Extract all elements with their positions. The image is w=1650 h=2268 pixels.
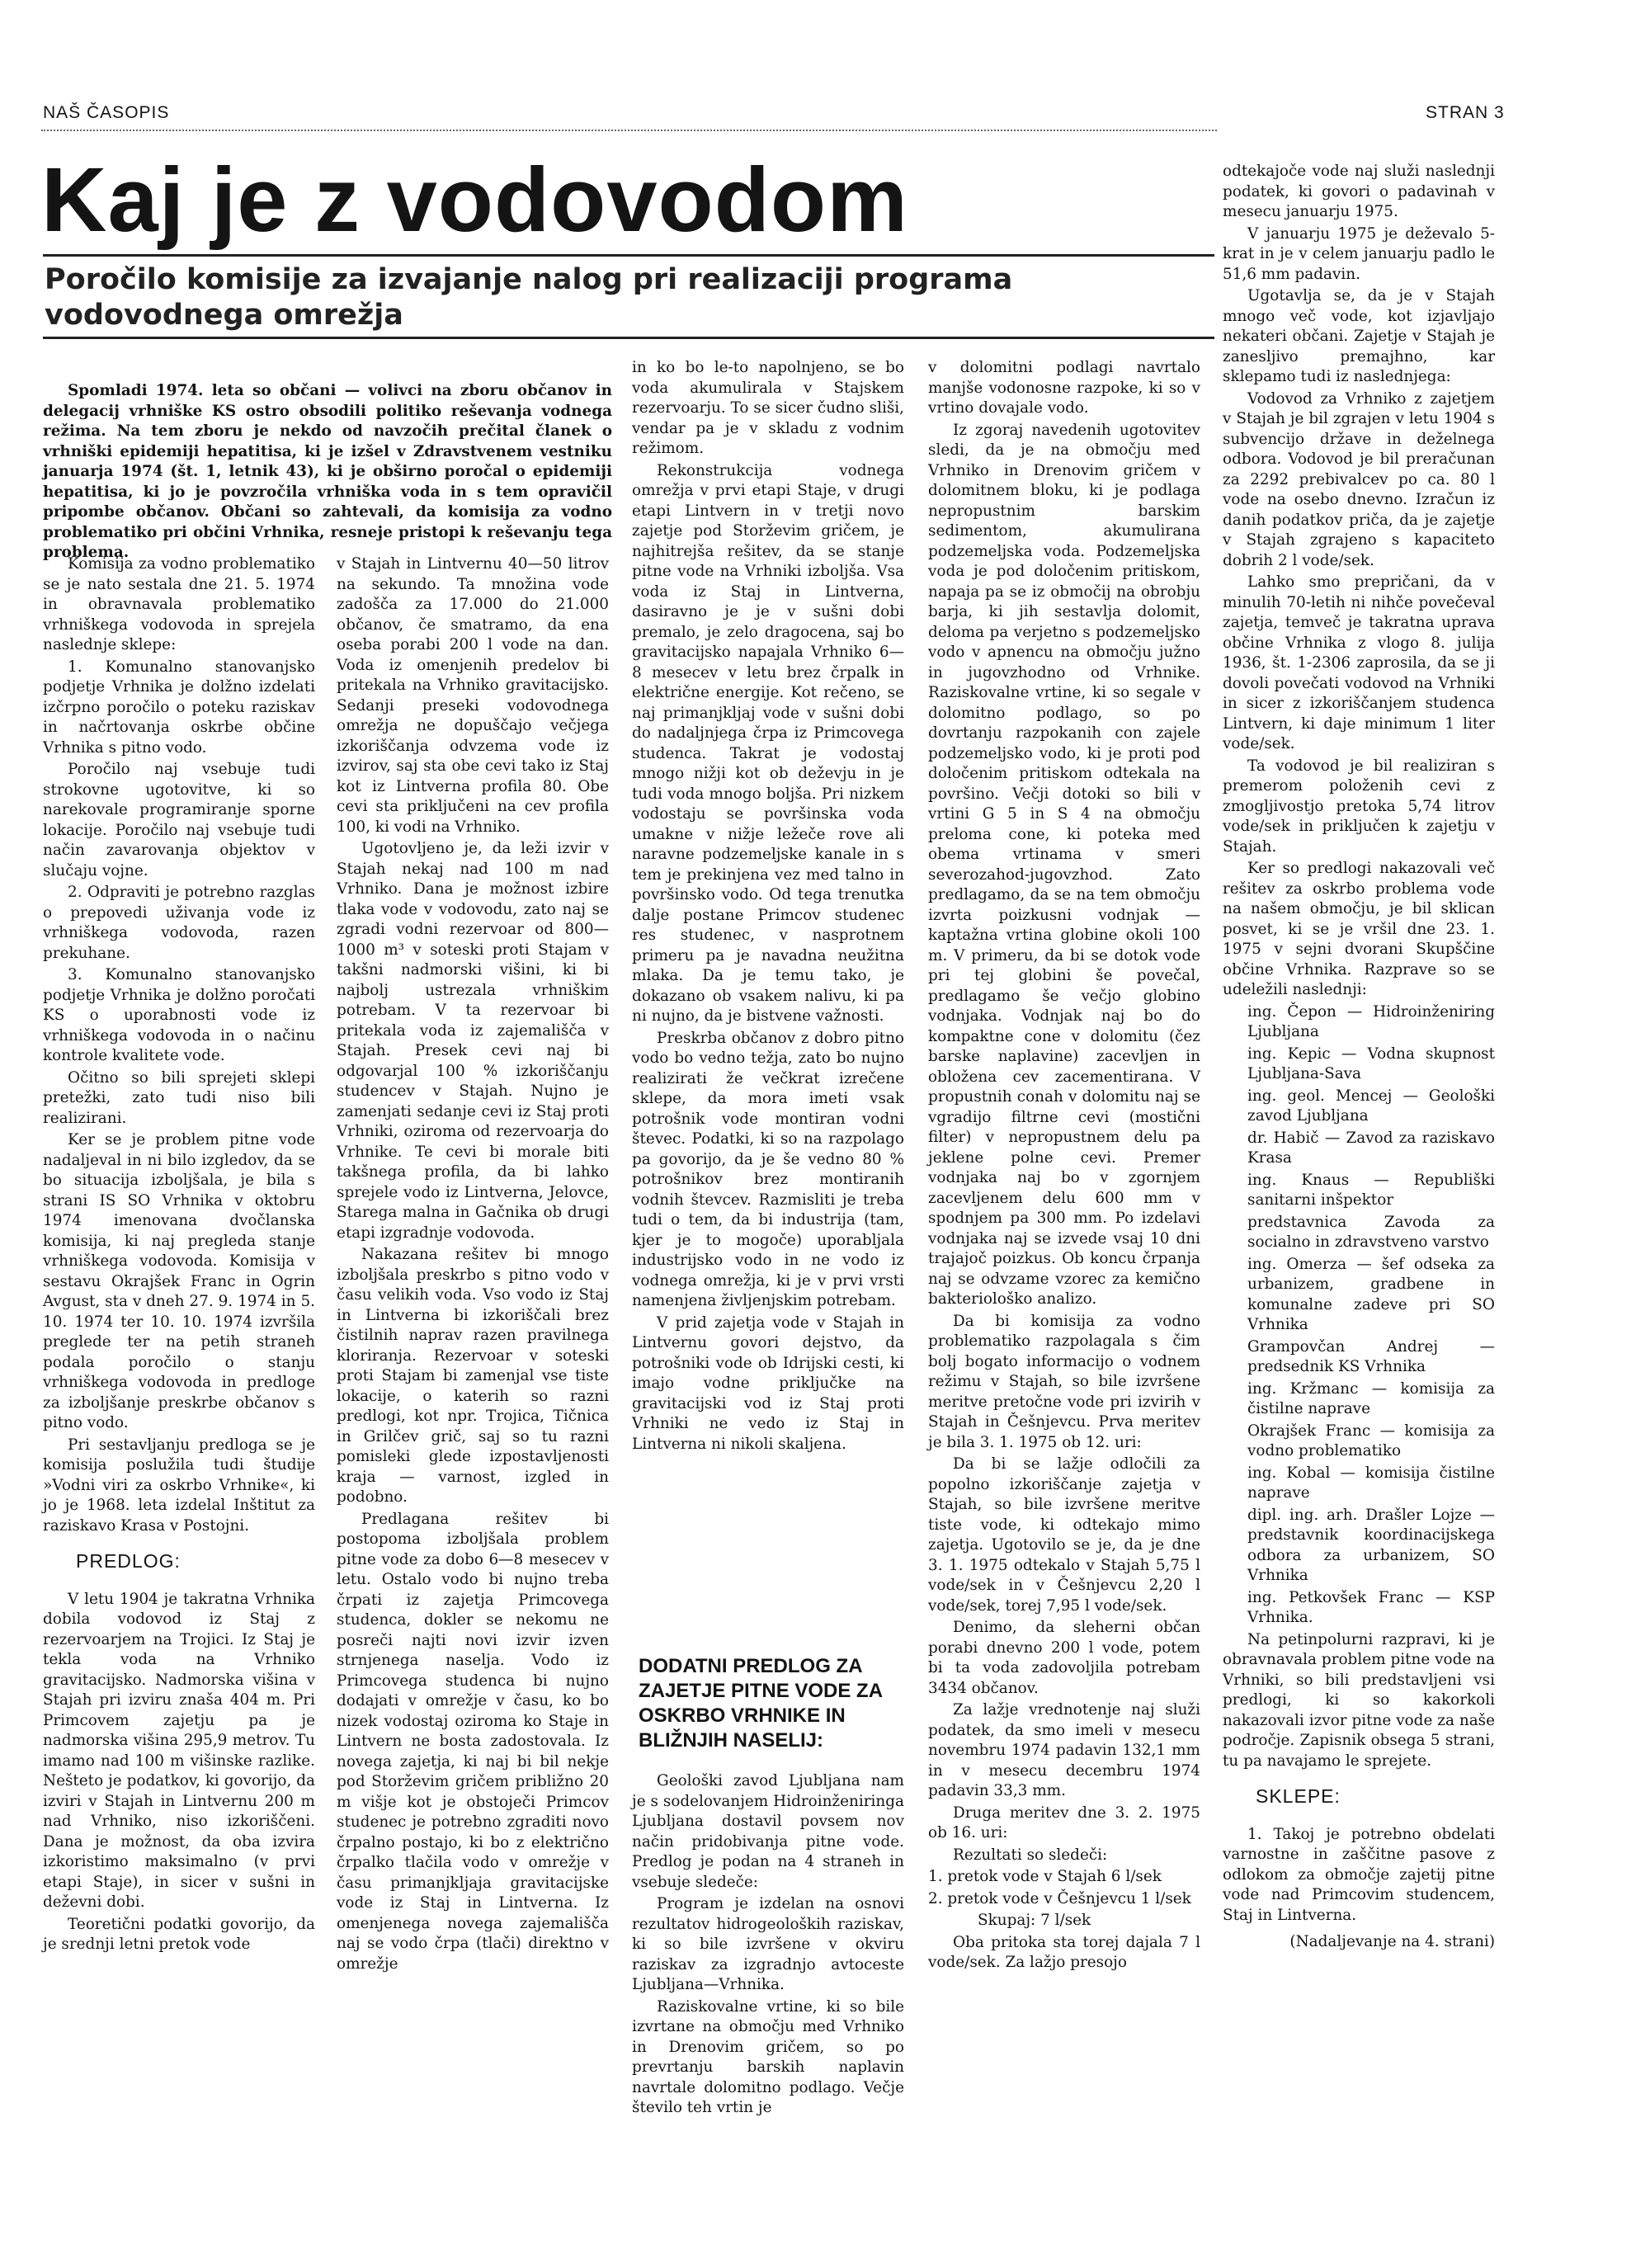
result-item-1: 1. pretok vode v Stajah 6 l/sek (928, 1868, 1162, 1885)
sklepe-heading: SKLEPE: (1256, 1785, 1341, 1807)
col3-p1: in ko bo le-to napolnjeno, se bo voda akumulirala v Stajskem rezervoarju. To se sicer čudno sliši, vendar pa je v skladu z vodnim režimom. (632, 359, 904, 457)
col5-p1: odtekajoče vode naj služi naslednji podatek, ki govori o padavinah v mesecu januarju 1975. (1223, 163, 1495, 220)
measurement-results (928, 1846, 1200, 1931)
col4-p3: Da bi komisija za vodno problematiko razpolagala s čim bolj bogato informacijo o vodnem režimu v Stajah, so bile izvršene meritve pretočne vode pri izvirih v Stajah in Češnjevcu. Prva meritev je bila 3. 1. 1975 ob 12. uri: (928, 1312, 1200, 1451)
page-number: STRAN 3 (1426, 103, 1505, 122)
col1-p3: Poročilo naj vsebuje tudi strokovne ugotovitve, ki so narekovale programiranje sporne lokacije. Poročilo naj vsebuje tudi način zavarovanja objektov v slučaju vojne. (43, 761, 315, 879)
col1-p11: Teoretični podatki govorijo, da je srednji letni pretok vode (43, 1915, 315, 1953)
col1-p1: Komisija za vodno problematiko se je nato sestala dne 21. 5. 1974 in obravnavala problematiko vrhniškega vodovoda in sprejela naslednje sklepe: (43, 555, 315, 653)
result-total: Skupaj: 7 l/sek (978, 1912, 1091, 1929)
attendee-13: ing. Petkovšek Franc — KSP Vrhnika. (1247, 1588, 1495, 1626)
col1-p10: V letu 1904 je takratna Vrhnika dobila vodovod iz Staj z rezervoarjem na Trojici. Iz Staj je tekla voda na Vrhniko gravitacijsko. Nadmorska višina v Stajah pri izviru znaša 404 m. Pri Primcovem zajetju pa je nadmorska višina 295,9 metrov. Tu imamo nad 100 m višinske razlike. Nešteto je podatkov, ki govorijo, da izviri v Stajah in Lintvernu 200 m nad Vrhniko, niso izkoriščeni. Dana je možnost, da oba izvira izkoristimo maksimalno (v prvi etapi Staje), in sicer v sušni in deževni dobi. (43, 1590, 315, 1911)
col2-p4: Predlagana rešitev bi postopoma izboljšala problem pitne vode za dobo 6—8 mesecev v letu. Ostalo vodo bi nujno trebа črpati iz zajetja Primcovega studenca, dokler se nekomu ne posreči najti novi izvir izven strnjenega naselja. Vodo iz Primcovega studenca bi nujno dodajati v omrežje v času, ko bo nizek vodostaj oziroma ko Staje in Lintvern ne bosta zadostovala. Iz novega zajetja, ki naj bi bil nekje pod Storževim gričem približno 20 m višje kot je obstoječi Primcov studenec je potrebno zgraditi novo črpalno postajo, ki bo z električno črpalko tlačila vodo v omrežje v času primanjkljaja gravitacijske vode iz Staj in Lintverna. Iz omenjenega novega zajemališča naj se vodo črpa (tlači) direktno v omrežje (337, 1510, 609, 1973)
col3-p4: V prid zajetja vode v Stajah in Lintvernu govori dejstvo, da potrošniki vode ob Idrijski cesti, ki imajo vodne priključke na gravitacijski vod iz Staj proti Vrhniki ne vedo iz Staj in Lintverna ni nikoli skaljena. (632, 1313, 904, 1453)
headline-rule (43, 254, 1214, 257)
col1-p2: 1. Komunalno stanovanjsko podjetje Vrhnika je dolžno izdelati izčrpno poročilo o poteku raziskav in načrtovanja oskrbe občine Vrhnika s pitno vodo. (43, 658, 315, 757)
col2-p3: Nakazana rešitev bi mnogo izboljšala preskrbo s pitno vodo v času velikih voda. Vso vodo iz Staj in Lintverna bi izkoriščali brez čistilnih naprav razen pravilnega kloriranja. Rezervoar v soteski proti Stajam bi zamenjal vse tiste lokacije, o katerih so razni predlogi, kot npr. Trojica, Tičnica in Grilčev grič, saj so tu razni pomisleki glede izpostavljenosti krajа — varnost, izgled in podobno. (337, 1246, 609, 1506)
results-heading: Rezultati so sledeči: (953, 1846, 1108, 1864)
col5-p5: Lahko smo prepričani, da v minulih 70-letih ni nihče povečeval zajetja, temveč je takratna uprava občine Vrhnika z vlogo 8. julija 1936, št. 1-2306 zaprosila, da se ji dovoli povečati vodovod na Vrhniki in sicer z izkoriščanjem studenca Lintvern, ki daje minimum 1 liter vode/sek. (1223, 573, 1495, 752)
col4-p1: v dolomitni podlagi navrtalo manjše vodonosne razpoke, ki so v vrtino dovajale vodo. (928, 359, 1200, 417)
publication-name: NAŠ ČASOPIS (43, 103, 170, 122)
col5-p6: Ta vodovod je bil realiziran s premerom položenih cevi z zmogljivostjo pretoka 5,74 litrov vode/sek in priključen k zajetju v Stajah. (1223, 757, 1495, 856)
col1-p4: 2. Odpraviti je potrebno razglas o prepovedi uživanja vode iz vrhniškega vodovoda, razen prekuhane. (43, 884, 315, 962)
col4-p5: Denimo, da sleherni občan porabi dnevno 200 l vode, potem bi ta voda zadovoljila potrebam 3434 občanov. (928, 1619, 1200, 1697)
column-3 (632, 358, 904, 1456)
box-p1: Geološki zavod Ljubljana nam je s sodelovanjem Hidroinženiringa Ljubljana dostavil povsem nov način pridobivanja pitne vode. Predlog je podan na 4 straneh in vsebuje sledeče: (632, 1772, 904, 1891)
attendee-5: ing. Knaus — Republiški sanitarni inšpektor (1247, 1171, 1495, 1209)
col4-p4: Da bi se lažje odločili za popolno izkoriščanje zajetja v Stajah, so bile izvršene meritve tiste vode, ki odtekajo mimo zajetja. Ugotovilo se je, da je dne 3. 1. 1975 odtekalo v Stajah 5,75 l vode/sek in v Češnjevcu 2,20 l vode/sek, torej 7,95 l vode/sek. (928, 1455, 1200, 1615)
lead-paragraph (43, 381, 612, 563)
attendee-6: predstavnica Zavoda za socialno in zdravstveno varstvo (1247, 1213, 1495, 1251)
attendee-2: ing. Kepic — Vodna skupnost Ljubljana-Sava (1247, 1044, 1495, 1082)
col3-p2: Rekonstrukcija vodnega omrežja v prvi etapi Staje, v drugi etapi Lintvern in v tretji novo zajetje pod Storževim gričem, je najhitrejša rešitev, da se stanje pitne vode na Vrhniki izboljša. Vsa voda iz Staj in Lintverna, dasiravno je je v sušni dobi premalo, je zelo dragocena, saj bo gravitacijsko napajala Vrhniko 6—8 mesecev v letu brez črpalk in električne energije. Kot rečeno, se naj primanjkljaj vode v sušni dobi do nadaljnjega črpa iz Primcovega studenca. Takrat je vodostaj mnogo nižji kot ob deževju in je tudi voda mnogo boljša. Pri nizkem vodostaju se površinska voda umakne v nižje ležeče rove ali naravne podzemeljske kanale in s tem je prekinjena vez med talno in površinsko vodo. Od tega trenutka dalje postane Primcov studenec res studenec, v nasprotnem primeru pa je navadna neužitna mlaka. Da je temu tako, je dokazano ob vsakem nalivu, ki pa ni nujno, da je bistvene važnosti. (632, 461, 904, 1025)
column-5 (1223, 162, 1495, 1954)
attendee-4: dr. Habič — Zavod za raziskavo Krasa (1247, 1129, 1495, 1167)
col4-p7: Druga meritev dne 3. 2. 1975 ob 16. uri: (928, 1804, 1200, 1841)
predlog-heading: PREDLOG: (76, 1550, 181, 1572)
box-p3: Raziskovalne vrtine, ki so bile izvrtane na območju med Vrhniko in Drenovim gričem, so po prevrtanju barskih naplavin navrtale dolomitno podlago. Večje število teh vrtin je (632, 1997, 904, 2116)
attendee-12: dipl. ing. arh. Drašler Lojze — predstavnik koordinacijskega odbora za urbanizem, SO Vrhnika (1247, 1506, 1495, 1584)
column-2 (337, 554, 609, 1976)
column-4 (928, 358, 1200, 1975)
col1-p5: 3. Komunalno stanovanjsko podjetje Vrhnika je dolžno poročati KS o uporabnosti vode iz vrhniškega vodovoda in o načinu kontrole kvalitete vode. (43, 966, 315, 1064)
attendee-11: ing. Kobal — komisija čistilne naprave (1247, 1464, 1495, 1502)
col5-p3: Ugotavlja se, da je v Stajah mnogo več vode, kot izjavljajo nekateri občani. Zajetje v Stajah je zanesljivo premajhno, kar sklepamo tudi iz naslednjega: (1223, 287, 1495, 385)
result-item-2: 2. pretok vode v Češnjevcu 1 l/sek (928, 1889, 1191, 1907)
attendee-list (1223, 1002, 1495, 1629)
headline: Kaj je z vodovodom (41, 149, 908, 251)
subheadline-rule (43, 337, 1214, 339)
col5-p2: V januarju 1975 je deževalo 5-krat in je v celem januarju padlo le 51,6 mm padavin. (1223, 224, 1495, 283)
subheadline: Poročilo komisije za izvajanje nalog pri realizaciji programa vodovodnega omrežja (45, 263, 1013, 332)
column-1 (43, 554, 315, 1957)
attendee-3: ing. geol. Mencej — Geološki zavod Ljubljana (1247, 1087, 1495, 1125)
attendee-10: Okrajšek Franc — komisija za vodno problematiko (1247, 1422, 1495, 1459)
col5-p21: Na petinpolurni razpravi, ki je obravnavala problem pitne vode na Vrhniki, so bili predstavljeni vsi predlogi, ki so kakorkoli nakazovali izvor pitne vode za naše področje. Zapisnik obsega 5 strani, tu pa navajamo le sprejete. (1223, 1630, 1495, 1770)
attendee-1: ing. Čepon — Hidroinženiring Ljubljana (1247, 1002, 1495, 1040)
additional-proposal-title: DODATNI PREDLOG ZA ZAJETJE PITNE VODE ZA OSKRBO VRHNIKE IN BLIŽNJIH NASELIJ: (639, 1655, 883, 1752)
col4-p12: Oba pritoka sta torej dajala 7 l vode/sek. Za lažjo presojo (928, 1933, 1200, 1971)
lead-text: Spomladi 1974. leta so občani — volivci na zboru občanov in delegacij vrhniške KS ostro obsodili politiko reševanja vodnega režima. Na tem zboru je nekdo od navzočih prečital članek o vrhniški epidemiji hepatitisa, ki je izšel v Zdravstvenem vestniku januarja 1974 (št. 1, letnik 43), ki je obširno poročal o epidemiji hepatitisa, ki jo je povzročila vrhniška voda in s tem opravičil pripombe občanov. Občani so zahtevali, da komisija za vodno problematiko pri občini Vrhnika, resneje pristopi k reševanju tega problema. (43, 382, 612, 561)
col5-p4: Vodovod za Vrhniko z zajetjem v Stajah je bil zgrajen v letu 1904 s subvencijo države in deželnega odbora. Vodovod je bil preračunan za 2292 prebivalcev po ca. 80 l vode na osebo dnevno. Izračun iz danih podatkov priča, da je zajetje v Stajah zgrajeno s kapaciteto dobrih 2 l vode/sek. (1223, 389, 1495, 569)
col3-p3: Preskrba občanov z dobro pitno vodo bo vedno težja, zato bo nujno realizirati že večkrat izrečene sklepe, da mora imeti vsak potrošnik vode montiran vodni števec. Podatki, ki so na razpolago pa govorijo, da je še vedno 80 % potrošnikov brez montiranih vodnih števcev. Razmisliti je treba tudi o tem, da bi industrija (tam, kjer je to mogoče) uporabljala industrijsko vodo in ne vodo iz vodnega omrežja, ki je v prvi vrsti namenjena življenjskim potrebam. (632, 1029, 904, 1309)
col1-p7: Ker se je problem pitne vode nadaljeval in ni bilo izgledov, da se bo situacija izboljšala, je bila s strani IS SO Vrhnika v oktobru 1974 imenovana dvočlanska komisija, ki naj pregleda stanje vrhniškega vodovoda. Komisija v sestavu Okrajšek Franc in Ogrin Avgust, sta v dneh 27. 9. 1974 in 5. 10. 1974 ter 10. 10. 1974 izvršila preglede ter na petih straneh podala poročilo o stanju vrhniškega vodovoda in predloge za izboljšanje preskrbe občanov s pitno vodo. (43, 1131, 315, 1431)
attendee-9: ing. Kržmanc — komisija za čistilne naprave (1247, 1379, 1495, 1417)
col4-p2: Iz zgoraj navedenih ugotovitev sledi, da je na območju med Vrhniko in Drenovim gričem v dolomitnem bloku, ki je podlaga nepropustnim barskim sedimentom, akumulirana podzemeljska voda. Podzemeljska voda je pod določenim pritiskom, napaja pa se iz območij na obrobju barja, ki jih sestavlja dolomit, deloma pa verjetno s podzemeljsko vodo v apnencu na območju južno in jugovzhodno od Vrhnike. Raziskovalne vrtine, ki so segale v dolomitno podlago, so po dovrtanju razpokanih con zajele podzemeljsko vodo, ki je proti pod določenim pritiskom odtekala na površino. Večji dotoki so bili v vrtini G 5 in S 4 na območju preloma cone, ki poteka med obema vrtinama v smeri severozahod-jugovzhod. Zato predlagamo, da se na tem območju izvrta poizkusni vodnjak — kaptažna vrtina globine okoli 100 m. V primeru, da bi se dotok vode pri tej globini še povečal, predlagamo še večjo globino vodnjaka. Vodnjak naj bo do kompaktne cone v dolomitu (čez barske naplavine) zacevljen in obložena cev zacementirana. V propustnih conah v dolomitu naj se vgradijo filtrne cevi (mostični filter) v nepropustnem delu pa jeklene polne cevi. Premer vodnjaka naj bo v zgornjem zacevljenem delu 600 mm v spodnjem pa 300 mm. Po izdelavi vodnjaka naj se izvede vsaj 10 dni trajajoč poizkus. Ob koncu črpanja naj se odvzame vzorec za kemično bakteriološko analizo. (928, 421, 1200, 1308)
attendee-7: ing. Omerza — šef odseka za urbanizem, gradbene in komunalne zadeve pri SO Vrhnika (1247, 1255, 1495, 1333)
additional-proposal (632, 1654, 904, 2120)
col4-p6: Za lažje vrednotenje naj služi podatek, da smo imeli v mesecu novembru 1974 padavin 132,1 mm in v mesecu decembru 1974 padavin 33,3 mm. (928, 1701, 1200, 1799)
col1-p8: Pri sestavljanju predloga se je komisija poslužila tudi študije »Vodni viri za oskrbo Vrhnike«, ki jo je 1968. leta izdelal Inštitut za raziskavo Krasa v Postojni. (43, 1436, 315, 1535)
col2-p1: v Stajah in Lintvernu 40—50 litrov na sekundo. Ta množina vode zadošča za 17.000 do 21.000 občanov, če smatramo, da ena oseba porabi 200 l vode na dan. Voda iz omenjenih predelov bi pritekala na Vrhniko gravitacijsko. Sedanji preseki vodovodnega omrežja ne dopuščajo večjega izkoriščanja odvzema vode iz izvirov, saj sta obe cevi tako iz Staj kot iz Lintverna profila 80. Obe cevi sta priključeni na cev profila 100, ki vodi na Vrhniko. (337, 555, 609, 836)
header-divider (41, 130, 1217, 131)
box-p2: Program je izdelan na osnovi rezultatov hidrogeoloških raziskav, ki so bile izvršene v okviru raziskav za izgradnjo avtoceste Ljubljana—Vrhnika. (632, 1895, 904, 1993)
col5-p23: 1. Takoj je potrebno obdelati varnostne in zaščitne pasove z odlokom za območje zajetij pitne vode nad Primcovim studencem, Staj in Lintverna. (1223, 1825, 1495, 1924)
continuation-note: (Nadaljevanje na 4. strani) (1289, 1933, 1495, 1950)
attendee-8: Grampovčan Andrej — predsednik KS Vrhnika (1247, 1337, 1495, 1375)
col5-p7: Ker so predlogi nakazovali več rešitev za oskrbo problema vode na našem območju, je bil sklican posvet, ki se je vršil dne 23. 1. 1975 v sejni dvorani Skupščine občine Vrhnika. Razprave so se udeležili naslednji: (1223, 860, 1495, 998)
col1-p6: Očitno so bili sprejeti sklepi pretežki, zato tudi niso bili realizirani. (43, 1068, 315, 1127)
col2-p2: Ugotovljeno je, da leži izvir v Stajah nekaj nad 100 m nad Vrhniko. Dana je možnost izbire tlaka vode v vodovodu, zato naj se zgradi vodni rezervoar od 800—1000 m³ v soteski proti Stajam v takšni nadmorski višini, ki bi najbolj ustrezala vrhniškim potrebam. V ta rezervoar bi pritekala voda iz zajemališča v Stajah. Presek cevi naj bi odgovarjal 100 % izkoriščanju studencev v Stajah. Nujno je zamenjati sedanje cevi iz Staj proti Vrhniki, oziroma od rezervoarja do Vrhnike. Te cevi bi morale biti takšnega profila, da bi lahko sprejele vodo iz Lintverna, Jelovce, Starega malna in Gačnika ob drugi etapi izgradnje vodovoda. (337, 840, 609, 1242)
